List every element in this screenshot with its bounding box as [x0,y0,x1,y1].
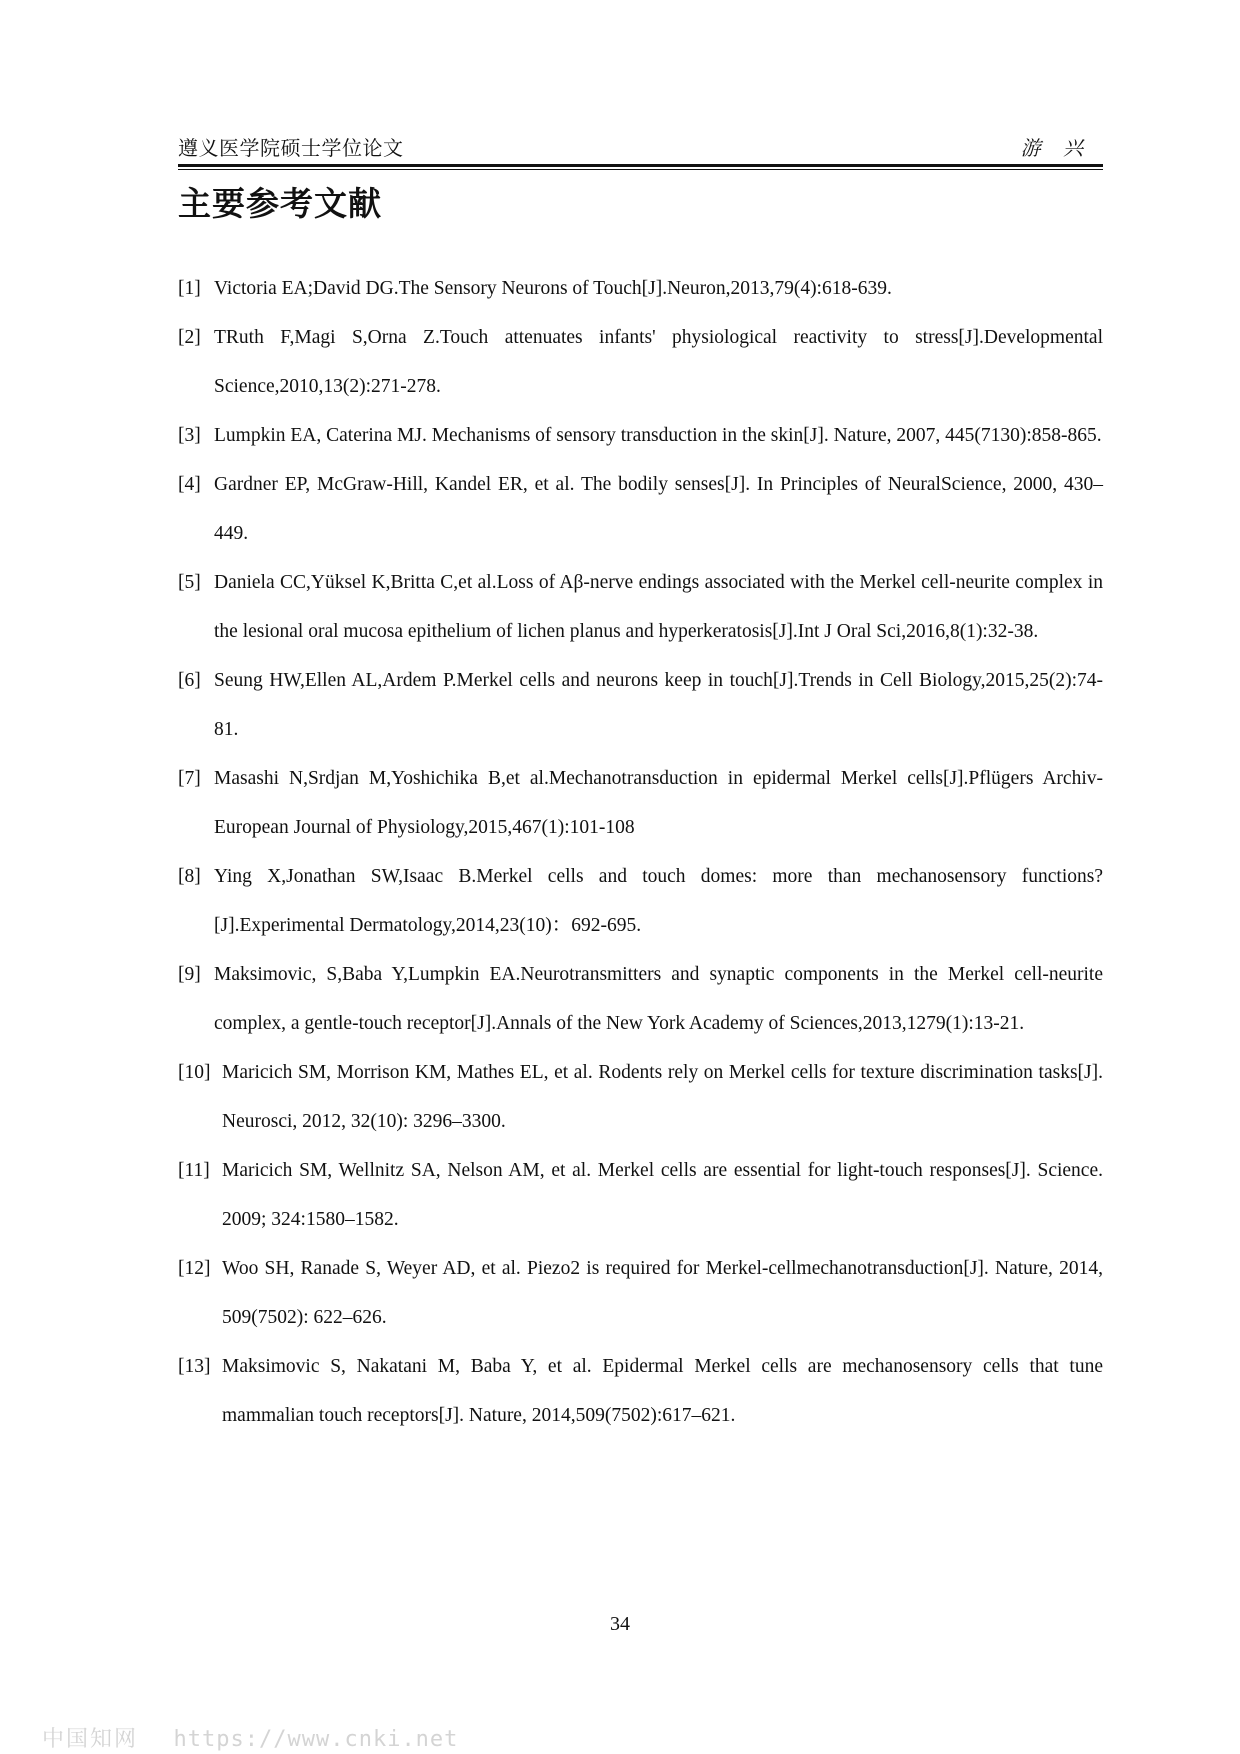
section-title: 主要参考文献 [178,184,382,223]
reference-number: [2] [178,327,201,348]
reference-item [178,656,1103,754]
reference-number: [5] [178,572,201,593]
reference-text: Maksimovic S, Nakatani M, Baba Y, et al. Epidermal Merkel cells are mechanosensory cells that tune mammalian touch receptors[J]. Nature, 2014,509(7502):617–621. [222,1356,1103,1426]
header-rule-thin [178,169,1103,170]
reference-item [178,754,1103,852]
reference-number: [7] [178,768,201,789]
reference-item [178,1244,1103,1342]
reference-text: Victoria EA;David DG.The Sensory Neurons of Touch[J].Neuron,2013,79(4):618-639. [214,278,892,299]
page-number: 34 [610,1613,630,1635]
reference-text: Lumpkin EA, Caterina MJ. Mechanisms of sensory transduction in the skin[J]. Nature, 2007, 445(7130):858-865. [214,425,1102,446]
reference-number: [4] [178,474,201,495]
reference-item [178,950,1103,1048]
reference-number: [1] [178,278,201,299]
watermark-site-name: 中国知网 [42,1727,139,1752]
watermark [42,1722,458,1753]
reference-number: [13] [178,1356,211,1377]
reference-item [178,411,1103,460]
reference-text: Maricich SM, Morrison KM, Mathes EL, et al. Rodents rely on Merkel cells for texture discrimination tasks[J]. Neurosci, 2012, 32(10): 3296–3300. [222,1062,1103,1132]
reference-item [178,852,1103,950]
reference-text: Seung HW,Ellen AL,Ardem P.Merkel cells and neurons keep in touch[J].Trends in Cell Biology,2015,25(2):74-81. [214,670,1103,740]
reference-number: [8] [178,866,201,887]
running-header [178,130,1103,162]
reference-number: [11] [178,1160,210,1181]
reference-number: [9] [178,964,201,985]
reference-text: Maricich SM, Wellnitz SA, Nelson AM, et al. Merkel cells are essential for light-touch responses[J]. Science. 2009; 324:1580–1582. [222,1160,1103,1230]
reference-number: [3] [178,425,201,446]
reference-number: [6] [178,670,201,691]
reference-number: [10] [178,1062,211,1083]
header-author: 游 兴 [1020,136,1091,160]
reference-item [178,1146,1103,1244]
reference-text: Maksimovic, S,Baba Y,Lumpkin EA.Neurotransmitters and synaptic components in the Merkel cell-neurite complex, a gentle-touch receptor[J].Annals of the New York Academy of Sciences,2013,1279(1):13-21. [214,964,1103,1034]
watermark-url: https://www.cnki.net [173,1727,459,1752]
reference-item [178,313,1103,411]
header-thesis-title: 遵义医学院硕士学位论文 [178,136,404,160]
reference-item [178,460,1103,558]
reference-list [178,264,1103,1440]
reference-text: Ying X,Jonathan SW,Isaac B.Merkel cells and touch domes: more than mechanosensory functions?[J].Experimental Dermatology,2014,23(10)：692-695. [214,866,1103,936]
reference-text: Gardner EP, McGraw-Hill, Kandel ER, et al. The bodily senses[J]. In Principles of NeuralScience, 2000, 430–449. [214,474,1103,544]
reference-item [178,264,1103,313]
reference-text: Daniela CC,Yüksel K,Britta C,et al.Loss of Aβ-nerve endings associated with the Merkel cell-neurite complex in the lesional oral mucosa epithelium of lichen planus and hyperkeratosis[J].Int J Oral Sci,2016,8(1):32-38. [214,572,1103,642]
reference-text: Masashi N,Srdjan M,Yoshichika B,et al.Mechanotransduction in epidermal Merkel cells[J].Pflügers Archiv-European Journal of Physiology,2015,467(1):101-108 [214,768,1103,838]
reference-item [178,1342,1103,1440]
reference-text: TRuth F,Magi S,Orna Z.Touch attenuates infants' physiological reactivity to stress[J].Developmental Science,2010,13(2):271-278. [214,327,1103,397]
reference-item [178,558,1103,656]
reference-text: Woo SH, Ranade S, Weyer AD, et al. Piezo2 is required for Merkel-cellmechanotransduction[J]. Nature, 2014, 509(7502): 622–626. [222,1258,1103,1328]
reference-number: [12] [178,1258,211,1279]
reference-item [178,1048,1103,1146]
header-rule-thick [178,164,1103,167]
